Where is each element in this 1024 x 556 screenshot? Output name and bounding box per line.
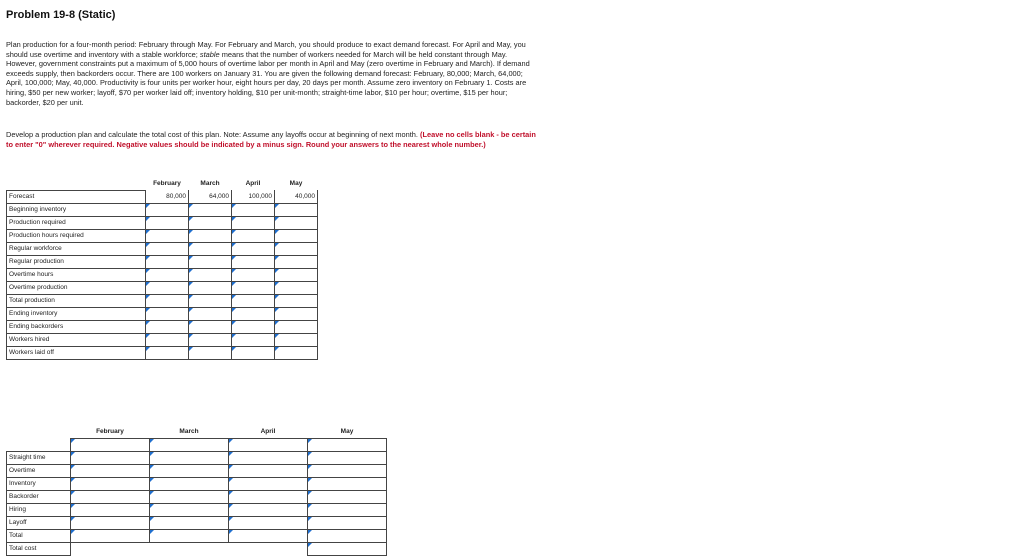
cost-table-header — [7, 425, 387, 438]
table-row — [7, 346, 318, 359]
row-label: Overtime production — [7, 281, 146, 294]
spacer-cell — [7, 438, 71, 451]
answer-input[interactable] — [308, 490, 387, 503]
answer-input[interactable] — [71, 464, 150, 477]
cost-table — [6, 425, 387, 556]
instructions — [6, 130, 536, 149]
answer-input[interactable] — [275, 242, 318, 255]
forecast-value: 40,000 — [275, 190, 318, 203]
row-label: Overtime — [7, 464, 71, 477]
forecast-value: 100,000 — [232, 190, 275, 203]
answer-input[interactable] — [146, 216, 189, 229]
table-row — [7, 255, 318, 268]
table-row — [7, 503, 387, 516]
forecast-value: 64,000 — [189, 190, 232, 203]
col-header-april: April — [260, 427, 276, 435]
answer-input[interactable] — [229, 464, 308, 477]
answer-input[interactable] — [71, 529, 150, 542]
answer-input[interactable] — [308, 516, 387, 529]
answer-input[interactable] — [275, 216, 318, 229]
answer-input[interactable] — [232, 203, 275, 216]
empty-cell — [71, 542, 150, 555]
row-label: Total production — [7, 294, 146, 307]
table-row — [7, 451, 387, 464]
answer-input[interactable] — [275, 333, 318, 346]
row-label: Production required — [7, 216, 146, 229]
answer-input[interactable] — [229, 516, 308, 529]
answer-input[interactable] — [275, 229, 318, 242]
problem-title: Problem 19-8 (Static) — [6, 9, 116, 21]
answer-input[interactable] — [189, 229, 232, 242]
answer-input[interactable] — [150, 438, 229, 451]
table-row — [7, 333, 318, 346]
answer-input[interactable] — [232, 281, 275, 294]
answer-input[interactable] — [146, 294, 189, 307]
answer-input[interactable] — [150, 451, 229, 464]
answer-input[interactable] — [189, 255, 232, 268]
answer-input[interactable] — [275, 294, 318, 307]
answer-input[interactable] — [189, 346, 232, 359]
answer-input[interactable] — [275, 320, 318, 333]
row-label: Backorder — [7, 490, 71, 503]
answer-input[interactable] — [150, 464, 229, 477]
answer-input[interactable] — [308, 503, 387, 516]
answer-input[interactable] — [150, 490, 229, 503]
table-row — [7, 320, 318, 333]
row-label: Layoff — [7, 516, 71, 529]
row-label: Production hours required — [7, 229, 146, 242]
instructions-note: (Leave no cells blank - be certain to enter "0" wherever required. Negative values should be indicated by a minus sign. Round your answers to the nearest whole number.) — [6, 130, 536, 149]
row-label: Beginning inventory — [7, 203, 146, 216]
answer-input[interactable] — [146, 268, 189, 281]
row-label: Overtime hours — [7, 268, 146, 281]
header-blank — [7, 177, 146, 190]
col-header-may: May — [289, 180, 303, 187]
answer-input[interactable] — [150, 477, 229, 490]
row-label: Inventory — [7, 477, 71, 490]
table-row — [7, 229, 318, 242]
col-header-may: May — [340, 427, 354, 435]
answer-input[interactable] — [229, 490, 308, 503]
answer-input[interactable] — [150, 503, 229, 516]
answer-input[interactable] — [275, 255, 318, 268]
answer-input[interactable] — [189, 320, 232, 333]
header-blank — [7, 425, 71, 438]
answer-input[interactable] — [275, 268, 318, 281]
table-row — [7, 490, 387, 503]
col-header-april: April — [245, 180, 261, 187]
table-row — [7, 307, 318, 320]
table-row — [7, 477, 387, 490]
answer-input[interactable] — [146, 307, 189, 320]
col-header-march: March — [179, 427, 199, 435]
answer-input[interactable] — [146, 255, 189, 268]
row-label: Total — [7, 529, 71, 542]
answer-input[interactable] — [232, 242, 275, 255]
row-label: Ending inventory — [7, 307, 146, 320]
answer-input[interactable] — [229, 451, 308, 464]
row-label: Total cost — [7, 542, 71, 555]
answer-input[interactable] — [308, 464, 387, 477]
row-label: Forecast — [7, 190, 146, 203]
total-cost-row — [7, 542, 387, 555]
answer-input[interactable] — [146, 320, 189, 333]
answer-input[interactable] — [71, 503, 150, 516]
row-label: Hiring — [7, 503, 71, 516]
row-label: Workers laid off — [7, 346, 146, 359]
answer-input[interactable] — [189, 281, 232, 294]
table-row — [7, 268, 318, 281]
answer-input[interactable] — [146, 242, 189, 255]
answer-input[interactable] — [232, 294, 275, 307]
table-row — [7, 294, 318, 307]
answer-input[interactable] — [229, 438, 308, 451]
answer-input[interactable] — [189, 268, 232, 281]
answer-input[interactable] — [308, 438, 387, 451]
answer-input[interactable] — [71, 438, 150, 451]
answer-input[interactable] — [229, 529, 308, 542]
col-header-february: February — [153, 180, 181, 187]
production-plan-header — [7, 177, 318, 190]
row-label: Regular workforce — [7, 242, 146, 255]
table-row — [7, 529, 387, 542]
table-row — [7, 516, 387, 529]
row-label: Straight time — [7, 451, 71, 464]
table-row — [7, 203, 318, 216]
answer-input[interactable] — [189, 216, 232, 229]
answer-input[interactable] — [275, 346, 318, 359]
answer-input[interactable] — [308, 477, 387, 490]
answer-input[interactable] — [308, 529, 387, 542]
answer-input[interactable] — [71, 516, 150, 529]
row-label: Workers hired — [7, 333, 146, 346]
answer-input[interactable] — [232, 229, 275, 242]
answer-input[interactable] — [232, 333, 275, 346]
answer-input[interactable] — [232, 320, 275, 333]
answer-input[interactable] — [189, 307, 232, 320]
description-part-1: Plan production for a four-month period: February through May. For February and March, you should produce to exact demand forecast. For April and May, you should use overtime and inventory with a stable workforce; — [6, 40, 526, 59]
answer-input[interactable] — [232, 216, 275, 229]
table-row — [7, 242, 318, 255]
description-part-2: means that the number of workers needed for March will be held constant through May. However, government constraints put a maximum of 5,000 hours of overtime labor per month in April and May (zero overtime in February and March). If demand exceeds supply, then backorders occur. There are 100 workers on January 31. You are given the following demand forecast: February, 80,000; March, 64,000; April, 100,000; May, 40,000. Productivity is four units per worker hour, eight hours per day, 20 days per month. Assume zero inventory on February 1. Costs are hiring, $50 per new worker; layoff, $70 per worker laid off; inventory holding, $10 per unit-month; straight-time labor, $10 per hour; overtime, $15 per hour; backorder, $20 per unit. — [6, 49, 530, 107]
answer-input[interactable] — [232, 255, 275, 268]
answer-input[interactable] — [189, 203, 232, 216]
description-stable-word: stable — [199, 49, 220, 59]
answer-input[interactable] — [146, 229, 189, 242]
empty-cell — [229, 542, 308, 555]
answer-input[interactable] — [189, 242, 232, 255]
cost-header-spacer — [7, 438, 387, 451]
col-header-march: March — [200, 180, 220, 187]
answer-input[interactable] — [71, 451, 150, 464]
answer-input[interactable] — [308, 451, 387, 464]
row-label: Ending backorders — [7, 320, 146, 333]
table-row — [7, 216, 318, 229]
production-plan-table — [6, 177, 318, 360]
forecast-value: 80,000 — [146, 190, 189, 203]
answer-input[interactable] — [275, 281, 318, 294]
answer-input[interactable] — [146, 203, 189, 216]
answer-input[interactable] — [146, 333, 189, 346]
forecast-row — [7, 190, 318, 203]
answer-input[interactable] — [229, 503, 308, 516]
answer-input[interactable] — [229, 477, 308, 490]
table-row — [7, 464, 387, 477]
answer-input[interactable] — [275, 307, 318, 320]
answer-input[interactable] — [71, 490, 150, 503]
empty-cell — [150, 542, 229, 555]
answer-input[interactable] — [189, 333, 232, 346]
problem-description — [6, 40, 536, 107]
answer-input[interactable] — [189, 294, 232, 307]
table-row — [7, 281, 318, 294]
answer-input[interactable] — [232, 346, 275, 359]
answer-input[interactable] — [146, 281, 189, 294]
answer-input[interactable] — [232, 307, 275, 320]
instructions-text: Develop a production plan and calculate the total cost of this plan. Note: Assume any layoffs occur at beginning of next month. — [6, 130, 420, 139]
total-cost-input[interactable] — [308, 542, 387, 555]
col-header-february: February — [96, 427, 124, 435]
row-label: Regular production — [7, 255, 146, 268]
answer-input[interactable] — [146, 346, 189, 359]
answer-input[interactable] — [71, 477, 150, 490]
answer-input[interactable] — [150, 516, 229, 529]
answer-input[interactable] — [275, 203, 318, 216]
answer-input[interactable] — [150, 529, 229, 542]
answer-input[interactable] — [232, 268, 275, 281]
